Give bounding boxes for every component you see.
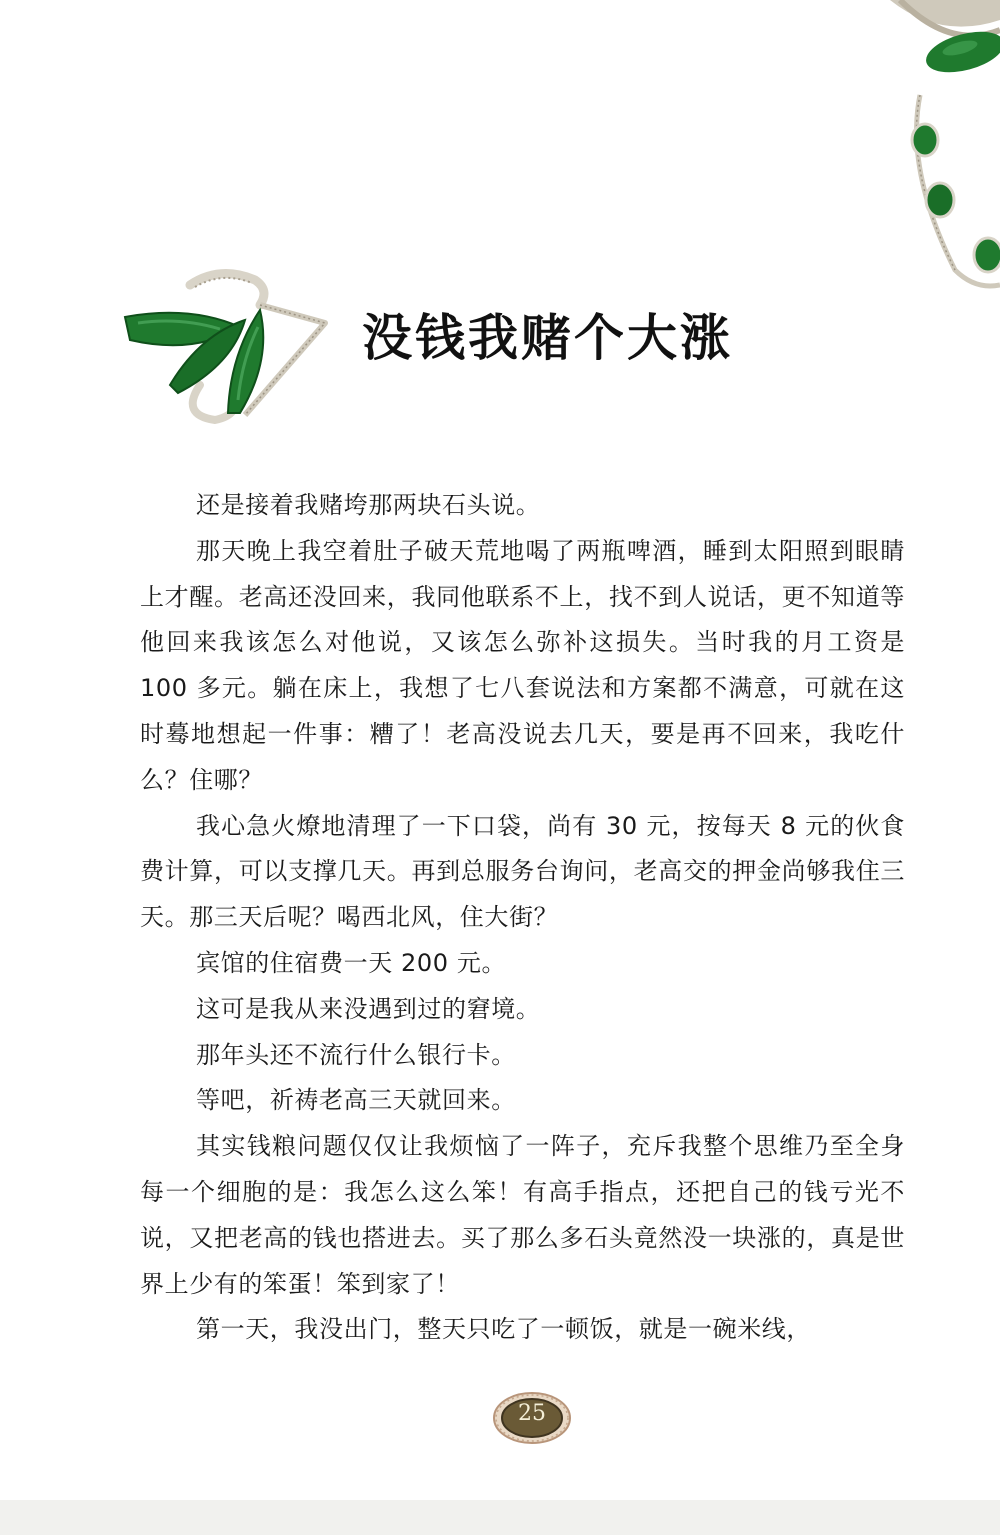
paragraph: 第一天，我没出门，整天只吃了一顿饭，就是一碗米线， [196, 1315, 811, 1344]
paragraph: 等吧，祈祷老高三天就回来。 [196, 1086, 516, 1115]
paragraph: 这可是我从来没遇到过的窘境。 [196, 994, 541, 1023]
jade-necklace-icon [880, 0, 1000, 300]
paragraph: 其实钱粮问题仅仅让我烦恼了一阵子，充斥我整个思维乃至全身每一个细胞的是：我怎么这么笨！有高手指点，还把自己的钱亏光不说，又把老高的钱也搭进去。买了那么多石头竟然没一块涨的，真是世界上少有的笨蛋！笨到家了！ [140, 1132, 905, 1298]
paragraph: 还是接着我赌垮那两块石头说。 [196, 491, 541, 519]
chapter-title: 没钱我赌个大涨 [362, 308, 733, 367]
body-text [140, 483, 905, 1353]
jade-brooch-icon [120, 265, 340, 430]
page-bottom-margin [0, 1500, 1000, 1535]
paragraph: 那天晚上我空着肚子破天荒地喝了两瓶啤酒，睡到太阳照到眼睛上才醒。老高还没回来，我同他联系不上，找不到人说话，更不知道等他回来我该怎么对他说，又该怎么弥补这损失。当时我的月工资是 100 多元。躺在床上，我想了七八套说法和方案都不满意，可就在这时蓦地想起一件事：糟了！老高没说去几天，要是再不回来，我吃什么？住哪？ [140, 536, 905, 794]
paragraph: 我心急火燎地清理了一下口袋，尚有 30 元，按每天 8 元的伙食费计算，可以支撑几天。再到总服务台询问，老高交的押金尚够我住三天。那三天后呢？喝西北风，住大街？ [140, 811, 905, 932]
paragraph: 那年头还不流行什么银行卡。 [196, 1040, 516, 1069]
page-number: 25 [518, 1401, 546, 1426]
paragraph: 宾馆的住宿费一天 200 元。 [196, 948, 507, 977]
